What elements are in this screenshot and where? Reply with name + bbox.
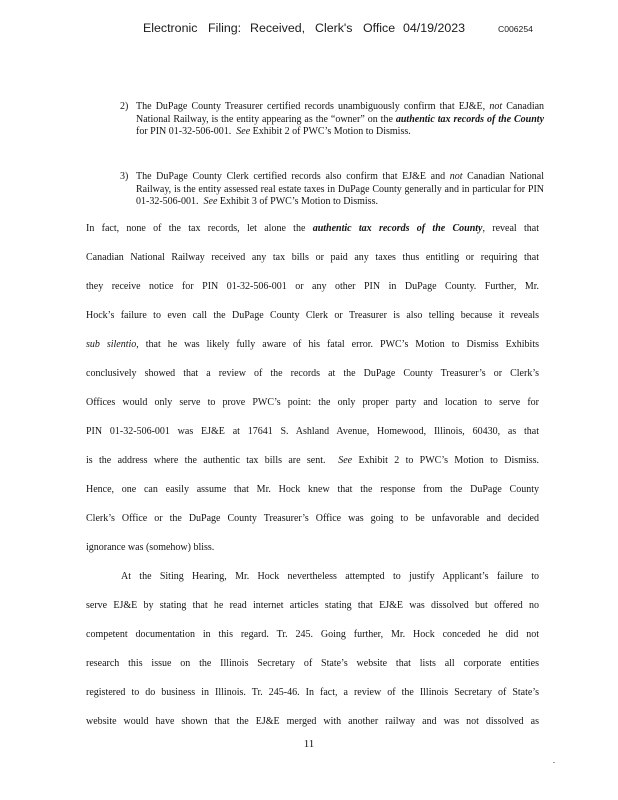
header-document-code: C006254 xyxy=(498,24,533,34)
paragraph-line: competent documentation in this regard. Tr. 245. Going further, Mr. Hock conceded he did not xyxy=(86,629,539,640)
paragraph-line: conclusively showed that a review of the records at the DuPage County Treasurer’s or Clerk’s xyxy=(86,368,539,379)
paragraph-line: ignorance was (somehow) bliss. xyxy=(86,542,215,553)
paragraph-line: PIN 01-32-506-001 was EJ&E at 17641 S. Ashland Avenue, Homewood, Illinois, 60430, as that xyxy=(86,426,539,437)
header-electronic: Electronic xyxy=(143,21,198,35)
page-number: 11 xyxy=(303,738,315,750)
efiling-stamp-header xyxy=(0,21,618,37)
paragraph-line: is the address where the authentic tax bills are sent. See Exhibit 2 to PWC’s Motion to Dismiss. xyxy=(86,455,540,466)
header-office: Office xyxy=(363,21,396,35)
paragraph-line: sub silentio, that he was likely fully aware of his fatal error. PWC’s Motion to Dismiss Exhibits xyxy=(86,339,539,350)
paragraph-line: registered to do business in Illinois. Tr. 245-46. In fact, a review of the Illinois Secretary of State’s xyxy=(86,687,539,698)
item-text: The DuPage County Clerk certified records also confirm that EJ&E and not Canadian National Railway, is the entity assessed real estate taxes in DuPage County generally and in particular for PIN 01-32-506-001. See Exhibit 3 of PWC’s Motion to Dismiss. xyxy=(136,171,544,208)
paragraph-line: website would have shown that the EJ&E merged with another railway and was not dissolved as xyxy=(86,716,539,727)
paragraph-line: At the Siting Hearing, Mr. Hock nevertheless attempted to justify Applicant’s failure to xyxy=(121,571,539,582)
paragraph-line: In fact, none of the tax records, let alone the authentic tax records of the County, reveal that xyxy=(86,223,539,234)
header-clerks: Clerk's xyxy=(315,21,353,35)
item-text: The DuPage County Treasurer certified records unambiguously confirm that EJ&E, not Canadian National Railway, is the entity appearing as the “owner” on the authentic tax records of the County for PIN 01-32-506-001. See Exhibit 2 of PWC’s Motion to Dismiss. xyxy=(136,101,545,138)
paragraph-line: Offices would only serve to prove PWC’s point: the only proper party and location to serve for xyxy=(86,397,539,408)
header-filing: Filing: xyxy=(208,21,242,35)
scan-speck xyxy=(553,762,555,763)
item-number: 3) xyxy=(120,171,129,182)
item-number: 2) xyxy=(120,101,129,112)
paragraph-line: Hence, one can easily assume that Mr. Hock knew that the response from the DuPage County xyxy=(86,484,539,495)
paragraph-line: they receive notice for PIN 01-32-506-001 or any other PIN in DuPage County. Further, Mr. xyxy=(86,281,539,292)
paragraph-line: research this issue on the Illinois Secretary of State’s website that lists all corporate entities xyxy=(86,658,539,669)
paragraph-line: Canadian National Railway received any tax bills or paid any taxes thus entitling or requiring that xyxy=(86,252,539,263)
header-received: Received, xyxy=(250,21,306,35)
paragraph-line: Clerk’s Office or the DuPage County Treasurer’s Office was going to be unfavorable and decided xyxy=(86,513,539,524)
paragraph-line: serve EJ&E by stating that he read internet articles stating that EJ&E was dissolved but offered no xyxy=(86,600,539,611)
header-date: 04/19/2023 xyxy=(403,21,466,35)
paragraph-line: Hock’s failure to even call the DuPage County Clerk or Treasurer is also telling because it reveals xyxy=(86,310,539,321)
